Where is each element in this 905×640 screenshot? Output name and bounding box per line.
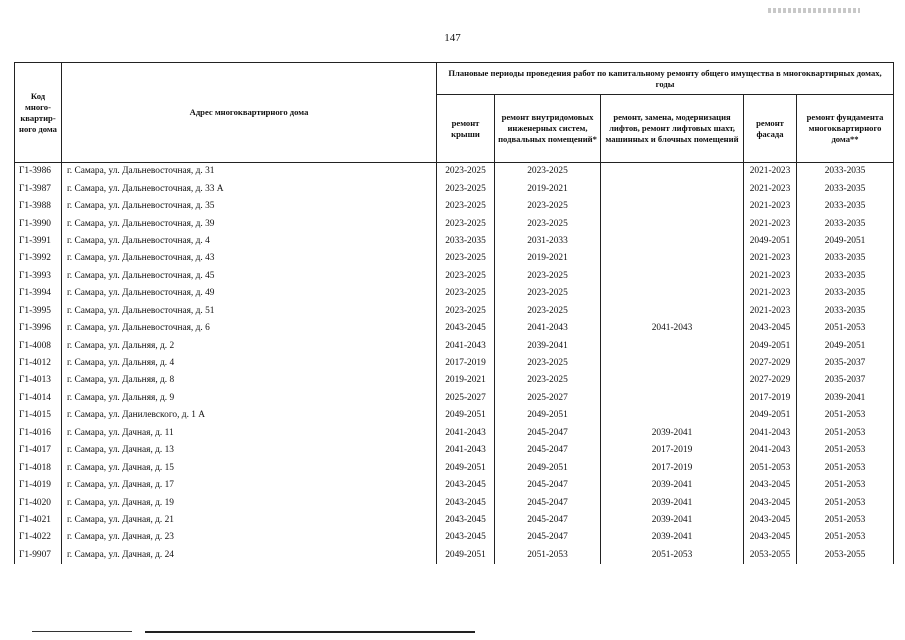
cell-foundation: 2049-2051 [797,233,894,250]
cell-engineering: 2039-2041 [495,337,601,354]
cell-elevators [601,407,744,424]
cell-roof: 2033-2035 [437,233,495,250]
cell-facade: 2041-2043 [744,425,797,442]
cell-engineering: 2023-2025 [495,215,601,232]
cell-elevators [601,215,744,232]
cell-roof: 2041-2043 [437,442,495,459]
table-row [15,512,894,529]
cell-foundation: 2051-2053 [797,459,894,476]
cell-engineering: 2023-2025 [495,372,601,389]
cell-elevators: 2017-2019 [601,459,744,476]
cell-roof: 2049-2051 [437,407,495,424]
header-engineering: ремонт внутридомовых инженерных систем, подвальных помещений* [495,95,601,163]
cell-address: г. Самара, ул. Дальняя, д. 2 [62,337,437,354]
table-row [15,337,894,354]
cell-foundation: 2051-2053 [797,529,894,546]
cell-engineering: 2023-2025 [495,285,601,302]
footer-rule [145,631,475,633]
cell-address: г. Самара, ул. Дачная, д. 23 [62,529,437,546]
cell-facade: 2021-2023 [744,163,797,181]
cell-roof: 2049-2051 [437,547,495,564]
cell-foundation: 2035-2037 [797,355,894,372]
cell-facade: 2043-2045 [744,512,797,529]
cell-engineering: 2041-2043 [495,320,601,337]
cell-engineering: 2045-2047 [495,529,601,546]
cell-foundation: 2033-2035 [797,180,894,197]
cell-engineering: 2049-2051 [495,459,601,476]
cell-engineering: 2045-2047 [495,477,601,494]
table-row [15,268,894,285]
cell-facade: 2049-2051 [744,233,797,250]
table-row [15,320,894,337]
table-row [15,477,894,494]
cell-foundation: 2051-2053 [797,320,894,337]
cell-roof: 2041-2043 [437,425,495,442]
cell-facade: 2053-2055 [744,547,797,564]
cell-code: Г1-3993 [15,268,62,285]
cell-engineering: 2019-2021 [495,250,601,267]
cell-elevators [601,250,744,267]
cell-elevators [601,285,744,302]
cell-code: Г1-3996 [15,320,62,337]
cell-address: г. Самара, ул. Дальневосточная, д. 45 [62,268,437,285]
cell-roof: 2023-2025 [437,250,495,267]
cell-elevators: 2041-2043 [601,320,744,337]
capital-repair-table [14,62,894,564]
cell-elevators [601,268,744,285]
table-row [15,442,894,459]
table-row [15,285,894,302]
footer-rule [32,631,132,632]
cell-code: Г1-4022 [15,529,62,546]
cell-engineering: 2023-2025 [495,355,601,372]
cell-code: Г1-3991 [15,233,62,250]
cell-engineering: 2025-2027 [495,390,601,407]
cell-engineering: 2045-2047 [495,442,601,459]
table-row [15,198,894,215]
cell-code: Г1-4016 [15,425,62,442]
cell-roof: 2043-2045 [437,512,495,529]
cell-code: Г1-4008 [15,337,62,354]
cell-elevators: 2051-2053 [601,547,744,564]
cell-code: Г1-3988 [15,198,62,215]
cell-address: г. Самара, ул. Дальневосточная, д. 31 [62,163,437,181]
table-row [15,494,894,511]
cell-facade: 2043-2045 [744,320,797,337]
cell-address: г. Самара, ул. Дачная, д. 19 [62,494,437,511]
cell-roof: 2017-2019 [437,355,495,372]
cell-facade: 2049-2051 [744,407,797,424]
cell-facade: 2051-2053 [744,459,797,476]
cell-foundation: 2035-2037 [797,372,894,389]
cell-code: Г1-4020 [15,494,62,511]
header-planned-periods: Плановые периоды проведения работ по капитальному ремонту общего имущества в многоквартирных домах, годы [437,63,894,95]
cell-facade: 2049-2051 [744,337,797,354]
cell-elevators [601,303,744,320]
table-row [15,529,894,546]
cell-code: Г1-3987 [15,180,62,197]
cell-roof: 2023-2025 [437,303,495,320]
cell-code: Г1-4017 [15,442,62,459]
table-row [15,355,894,372]
header-roof: ремонт крыши [437,95,495,163]
cell-foundation: 2033-2035 [797,215,894,232]
cell-elevators [601,180,744,197]
cell-foundation: 2033-2035 [797,285,894,302]
cell-roof: 2041-2043 [437,337,495,354]
cell-address: г. Самара, ул. Дальневосточная, д. 49 [62,285,437,302]
cell-roof: 2023-2025 [437,198,495,215]
cell-facade: 2021-2023 [744,303,797,320]
cell-roof: 2019-2021 [437,372,495,389]
cell-facade: 2043-2045 [744,494,797,511]
cell-code: Г1-3986 [15,163,62,181]
cell-elevators: 2039-2041 [601,529,744,546]
cell-engineering: 2023-2025 [495,303,601,320]
cell-facade: 2041-2043 [744,442,797,459]
cell-address: г. Самара, ул. Дальняя, д. 9 [62,390,437,407]
cell-roof: 2023-2025 [437,268,495,285]
cell-engineering: 2019-2021 [495,180,601,197]
cell-roof: 2023-2025 [437,215,495,232]
cell-foundation: 2051-2053 [797,512,894,529]
cell-address: г. Самара, ул. Дальневосточная, д. 39 [62,215,437,232]
table-row [15,250,894,267]
table-row [15,215,894,232]
cell-engineering: 2045-2047 [495,425,601,442]
cell-foundation: 2051-2053 [797,477,894,494]
cell-address: г. Самара, ул. Дальневосточная, д. 35 [62,198,437,215]
cell-code: Г1-3990 [15,215,62,232]
cell-roof: 2023-2025 [437,180,495,197]
cell-address: г. Самара, ул. Дальневосточная, д. 4 [62,233,437,250]
cell-foundation: 2039-2041 [797,390,894,407]
cell-code: Г1-3992 [15,250,62,267]
cell-elevators [601,233,744,250]
cell-roof: 2043-2045 [437,477,495,494]
table-row [15,390,894,407]
cell-facade: 2021-2023 [744,198,797,215]
cell-address: г. Самара, ул. Данилевского, д. 1 А [62,407,437,424]
header-elevators: ремонт, замена, модернизация лифтов, ремонт лифтовых шахт, машинных и блочных помещений [601,95,744,163]
cell-engineering: 2051-2053 [495,547,601,564]
cell-engineering: 2023-2025 [495,198,601,215]
table-row [15,547,894,564]
table-row [15,163,894,181]
cell-elevators [601,198,744,215]
cell-elevators: 2039-2041 [601,494,744,511]
cell-foundation: 2033-2035 [797,250,894,267]
cell-address: г. Самара, ул. Дачная, д. 15 [62,459,437,476]
cell-code: Г1-4018 [15,459,62,476]
cell-engineering: 2023-2025 [495,268,601,285]
cell-elevators [601,372,744,389]
cell-address: г. Самара, ул. Дальневосточная, д. 33 А [62,180,437,197]
cell-elevators: 2039-2041 [601,477,744,494]
cell-foundation: 2033-2035 [797,198,894,215]
cell-roof: 2025-2027 [437,390,495,407]
table-row [15,425,894,442]
cell-code: Г1-4021 [15,512,62,529]
cell-facade: 2043-2045 [744,477,797,494]
cell-address: г. Самара, ул. Дальневосточная, д. 43 [62,250,437,267]
cell-foundation: 2033-2035 [797,303,894,320]
cell-address: г. Самара, ул. Дальневосточная, д. 6 [62,320,437,337]
page-number: 147 [444,32,461,44]
cell-roof: 2043-2045 [437,320,495,337]
cell-foundation: 2051-2053 [797,425,894,442]
cell-facade: 2021-2023 [744,215,797,232]
cell-facade: 2021-2023 [744,285,797,302]
cell-facade: 2021-2023 [744,180,797,197]
cell-code: Г1-4012 [15,355,62,372]
cell-engineering: 2031-2033 [495,233,601,250]
table-row [15,459,894,476]
cell-code: Г1-3995 [15,303,62,320]
table-row [15,407,894,424]
cell-code: Г1-4015 [15,407,62,424]
scan-artifact [768,8,860,13]
header-address: Адрес многоквартирного дома [62,63,437,163]
cell-foundation: 2051-2053 [797,407,894,424]
header-foundation: ремонт фундамента многоквартирного дома** [797,95,894,163]
cell-address: г. Самара, ул. Дальняя, д. 8 [62,372,437,389]
table-row [15,180,894,197]
cell-facade: 2027-2029 [744,372,797,389]
cell-address: г. Самара, ул. Дачная, д. 21 [62,512,437,529]
cell-elevators [601,390,744,407]
cell-elevators: 2039-2041 [601,512,744,529]
table-body [15,163,894,565]
cell-code: Г1-9907 [15,547,62,564]
cell-address: г. Самара, ул. Дальневосточная, д. 51 [62,303,437,320]
cell-address: г. Самара, ул. Дачная, д. 13 [62,442,437,459]
cell-address: г. Самара, ул. Дачная, д. 17 [62,477,437,494]
cell-code: Г1-3994 [15,285,62,302]
cell-engineering: 2045-2047 [495,494,601,511]
cell-roof: 2049-2051 [437,459,495,476]
header-code: Код много-квартир-ного дома [15,63,62,163]
cell-code: Г1-4013 [15,372,62,389]
cell-facade: 2027-2029 [744,355,797,372]
cell-code: Г1-4014 [15,390,62,407]
cell-address: г. Самара, ул. Дальняя, д. 4 [62,355,437,372]
cell-elevators [601,337,744,354]
cell-foundation: 2049-2051 [797,337,894,354]
cell-roof: 2043-2045 [437,494,495,511]
cell-engineering: 2049-2051 [495,407,601,424]
cell-engineering: 2045-2047 [495,512,601,529]
cell-facade: 2043-2045 [744,529,797,546]
table-row [15,233,894,250]
cell-elevators [601,163,744,181]
cell-foundation: 2051-2053 [797,442,894,459]
cell-address: г. Самара, ул. Дачная, д. 24 [62,547,437,564]
cell-foundation: 2033-2035 [797,163,894,181]
cell-foundation: 2053-2055 [797,547,894,564]
cell-elevators: 2017-2019 [601,442,744,459]
cell-facade: 2021-2023 [744,250,797,267]
header-facade: ремонт фасада [744,95,797,163]
cell-elevators: 2039-2041 [601,425,744,442]
table-row [15,372,894,389]
cell-roof: 2043-2045 [437,529,495,546]
cell-roof: 2023-2025 [437,163,495,181]
cell-code: Г1-4019 [15,477,62,494]
cell-facade: 2017-2019 [744,390,797,407]
cell-elevators [601,355,744,372]
cell-foundation: 2051-2053 [797,494,894,511]
cell-address: г. Самара, ул. Дачная, д. 11 [62,425,437,442]
cell-facade: 2021-2023 [744,268,797,285]
table-row [15,303,894,320]
cell-engineering: 2023-2025 [495,163,601,181]
cell-roof: 2023-2025 [437,285,495,302]
cell-foundation: 2033-2035 [797,268,894,285]
